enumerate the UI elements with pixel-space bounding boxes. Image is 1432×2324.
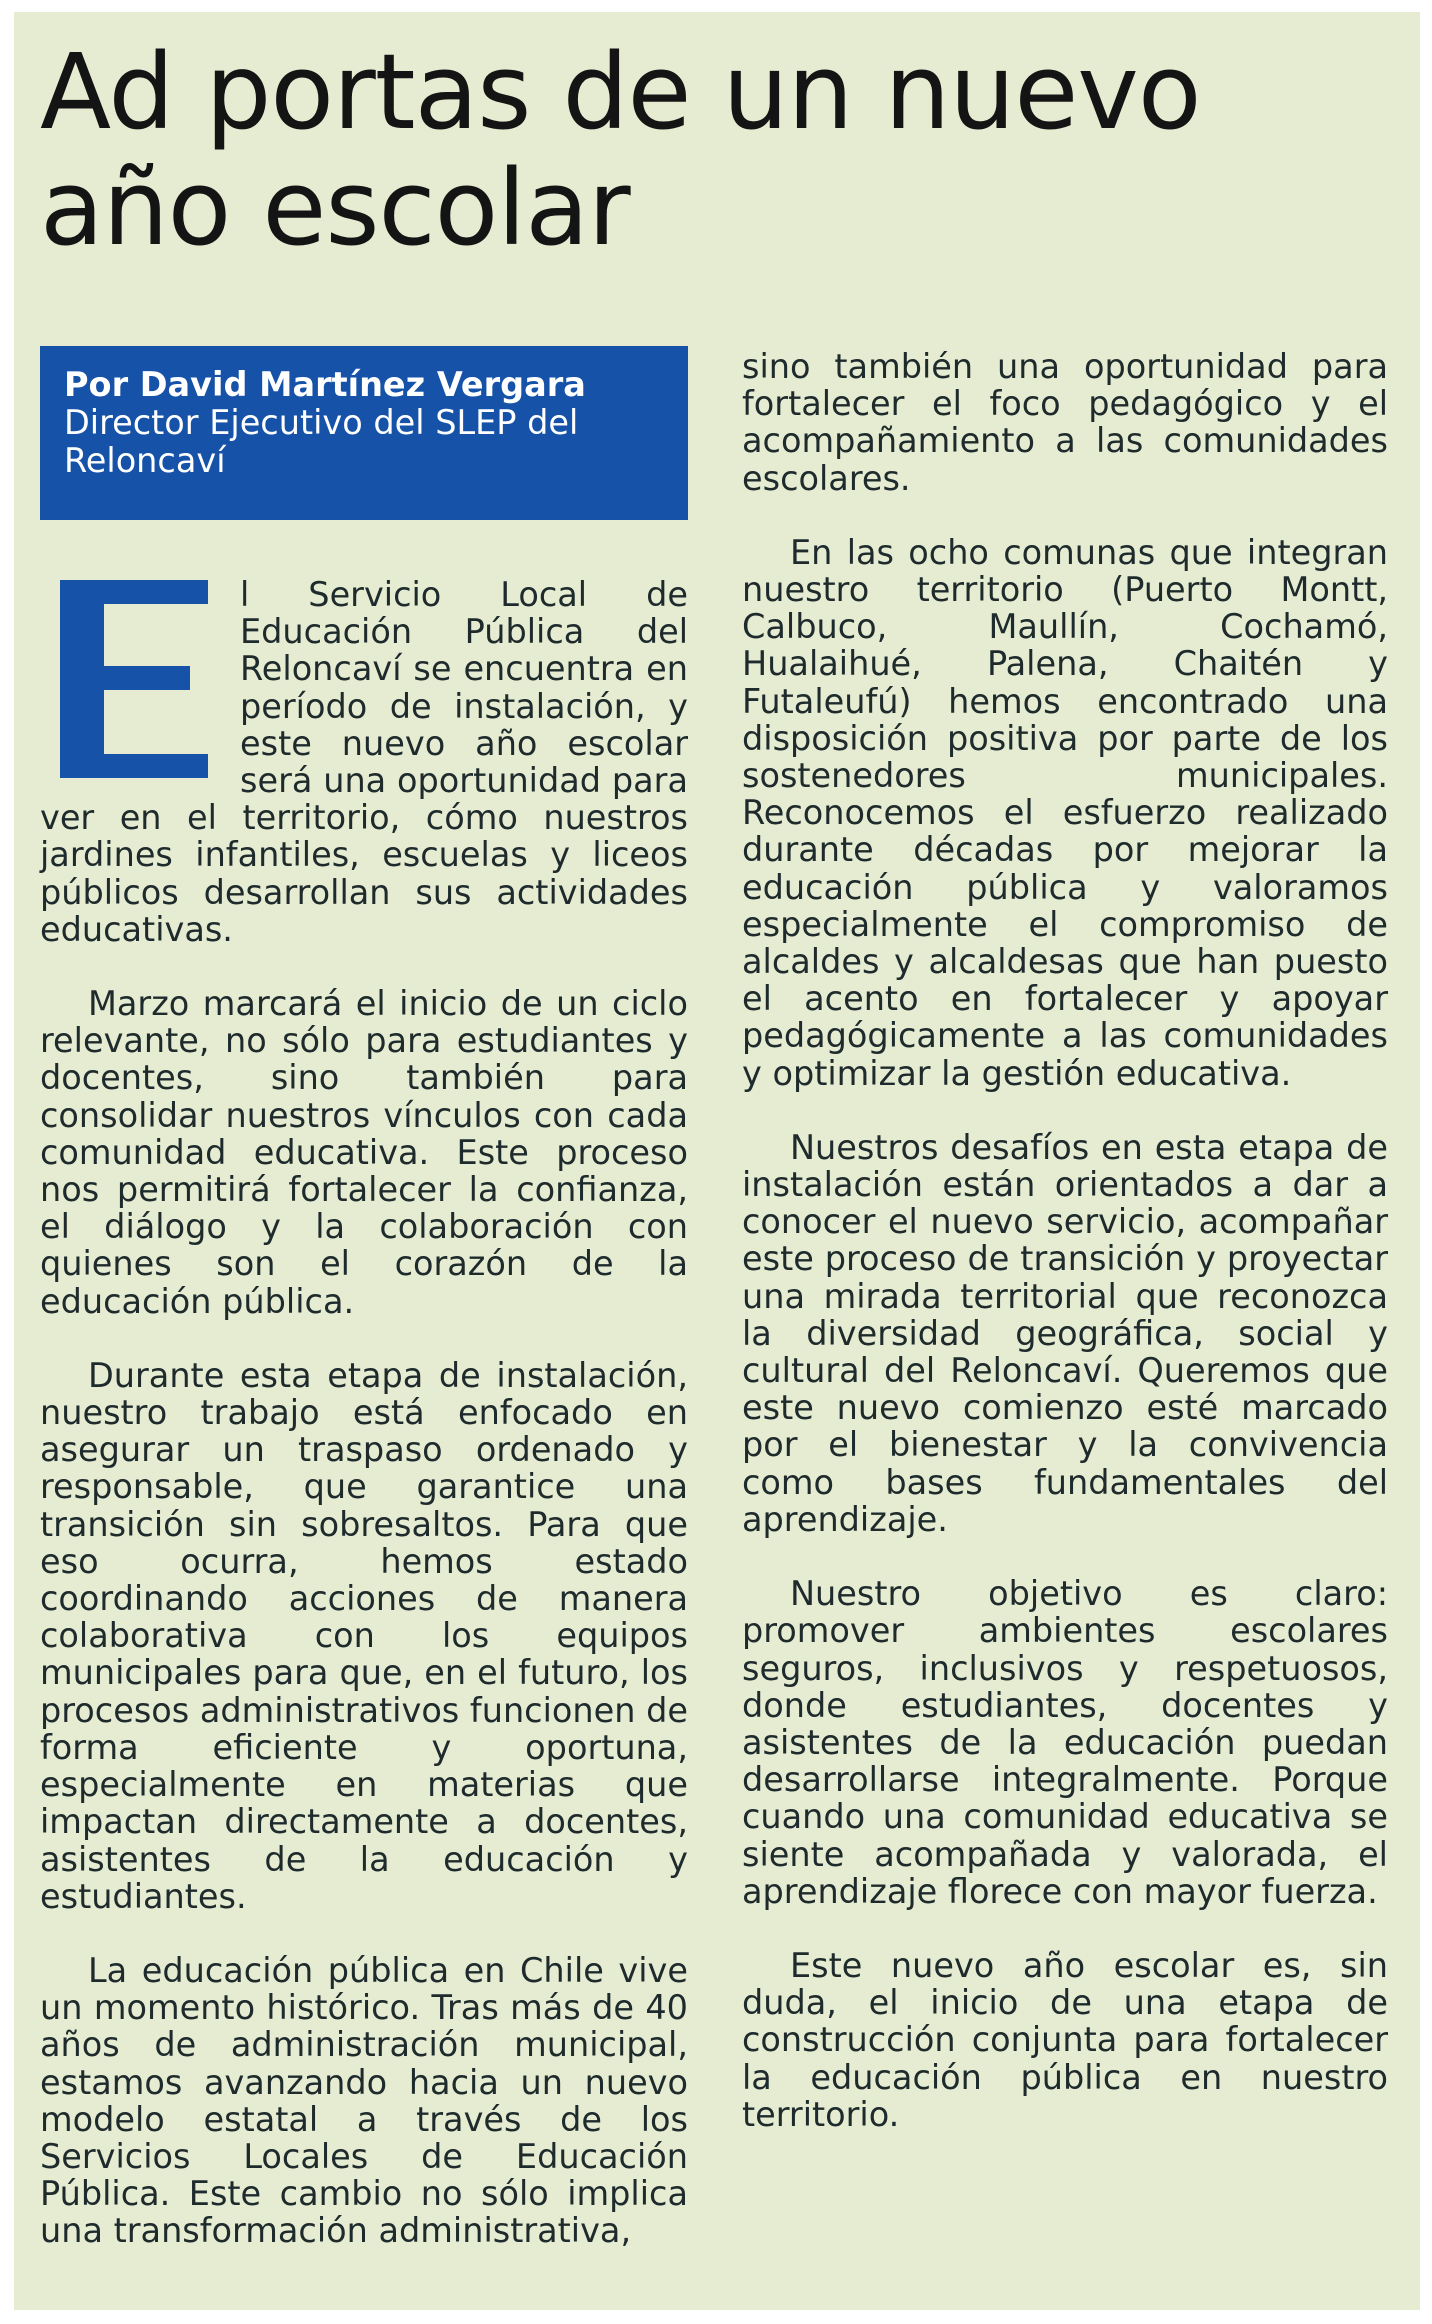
- author-name: Por David Martínez Vergara: [64, 365, 586, 404]
- paragraph: Durante esta etapa de instalación, nuestro trabajo está enfocado en asegurar un traspaso ordenado y responsable, que garantice una transición sin sobresaltos. Para que eso ocurra, hemos estado coordinando acciones de manera colaborativa con los equipos municipales para que, en el futuro, los procesos administrativos funcionen de forma eficiente y oportuna, especialmente en materias que impactan directamente a docentes, asistentes de la educación y estudiantes.: [40, 1355, 688, 1916]
- byline-box: [40, 346, 688, 520]
- paragraph-text: l Servicio Local de Educación Pública del Reloncaví se encuentra en período de instalación, y este nuevo año escolar será una oportunidad para ver en el territorio, cómo nuestros jardines infantiles, escuelas y liceos públicos desarrollan sus actividades educativas.: [40, 575, 688, 949]
- paragraph: Nuestros desafíos en esta etapa de instalación están orientados a dar a conocer el nuevo servicio, acompañar este proceso de transición y proyectar una mirada territorial que reconozca la diversidad geográfica, social y cultural del Reloncaví. Queremos que este nuevo comienzo esté marcado por el bienestar y la convivencia como bases fundamentales del aprendizaje.: [742, 1127, 1388, 1539]
- paragraph-intro: [40, 576, 688, 948]
- article-column-left: [40, 346, 688, 2287]
- paragraph: Nuestro objetivo es claro: promover ambientes escolares seguros, inclusivos y respetuosos, donde estudiantes, docentes y asistentes de la educación puedan desarrollarse integralmente. Porque cuando una comunidad educativa se siente acompañada y valorada, el aprendizaje florece con mayor fuerza.: [742, 1574, 1388, 1911]
- paragraph: La educación pública en Chile vive un momento histórico. Tras más de 40 años de administración municipal, estamos avanzando hacia un nuevo modelo estatal a través de los Servicios Locales de Educación Pública. Este cambio no sólo implica una transformación administrativa,: [40, 1950, 688, 2251]
- drop-cap-letter: [60, 580, 208, 778]
- article-headline: Ad portas de un nuevo año escolar: [40, 31, 1201, 269]
- paragraph: Este nuevo año escolar es, sin duda, el inicio de una etapa de construcción conjunta para fortalecer la educación pública en nuestro territorio.: [742, 1945, 1388, 2134]
- author-role: Director Ejecutivo del SLEP del Reloncaví: [64, 403, 579, 480]
- paragraph-continued: sino también una oportunidad para fortalecer el foco pedagógico y el acompañamiento a las comunidades escolares.: [742, 347, 1388, 498]
- article-column-right: [742, 348, 1388, 2170]
- paragraph: En las ocho comunas que integran nuestro territorio (Puerto Montt, Calbuco, Maullín, Cochamó, Hualaihué, Palena, Chaitén y Futaleufú) hemos encontrado una disposición positiva por parte de los sostenedores municipales. Reconocemos el esfuerzo realizado durante décadas por mejorar la educación pública y valoramos especialmente el compromiso de alcaldes y alcaldesas que han puesto el acento en fortalecer y apoyar pedagógicamente a las comunidades y optimizar la gestión educativa.: [742, 532, 1388, 1093]
- newspaper-clipping: [14, 12, 1420, 2310]
- paragraph: Marzo marcará el inicio de un ciclo relevante, no sólo para estudiantes y docentes, sino también para consolidar nuestros vínculos con cada comunidad educativa. Este proceso nos permitirá fortalecer la confianza, el diálogo y la colaboración con quienes son el corazón de la educación pública.: [40, 984, 688, 1321]
